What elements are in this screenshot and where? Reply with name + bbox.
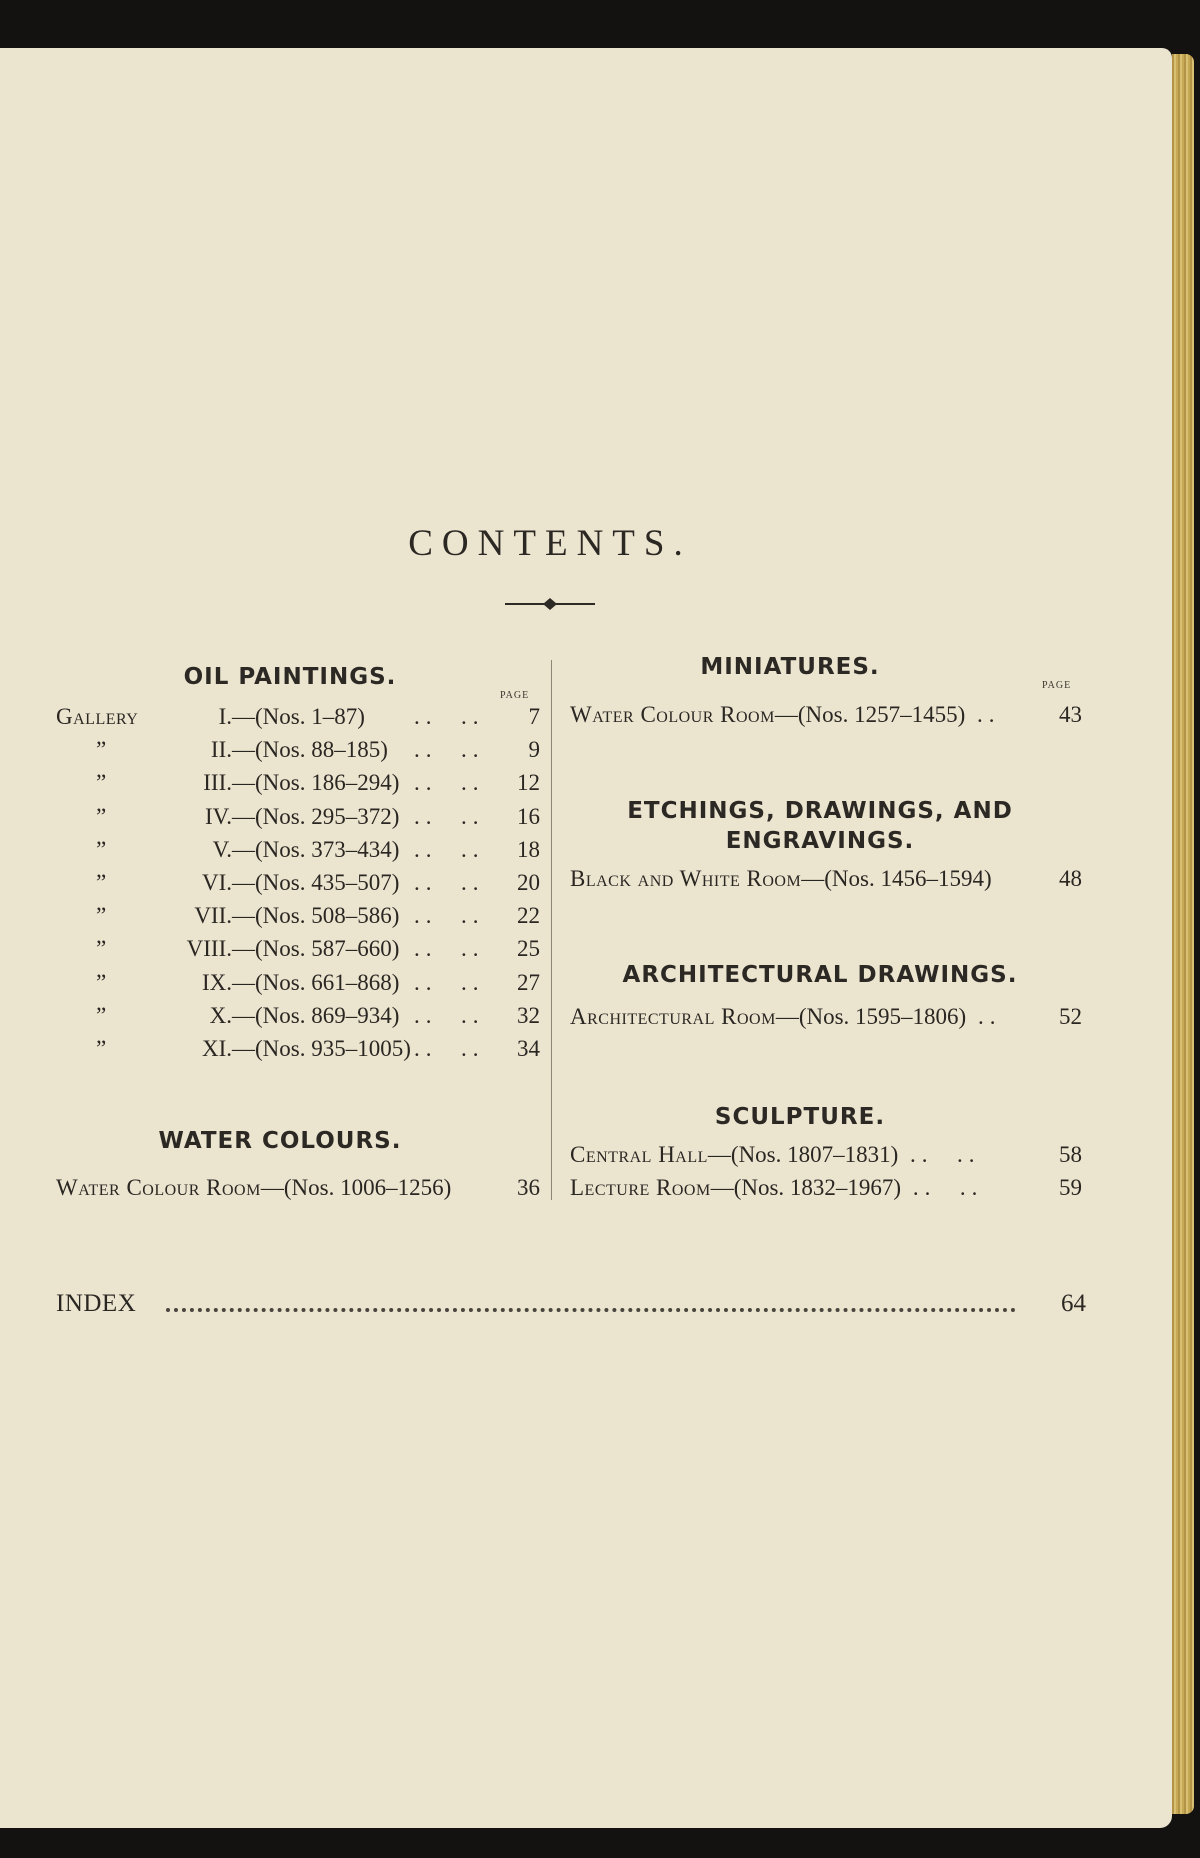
page-number: 48 bbox=[1059, 866, 1082, 891]
gallery-numeral: I. bbox=[218, 704, 232, 729]
gallery-entry: Gallery I. —(Nos. 1–87) .. .. 7 bbox=[56, 704, 540, 729]
page-number: 16 bbox=[517, 803, 540, 829]
gallery-numeral: IV. bbox=[204, 803, 232, 829]
number-range: —(Nos. 1–87) bbox=[232, 704, 365, 729]
page-number: 59 bbox=[1059, 1175, 1082, 1200]
gallery-numeral: III. bbox=[203, 770, 232, 796]
architectural-entry: Architectural Room —(Nos. 1595–1806) .. 52 bbox=[570, 1004, 1082, 1029]
number-range: —(Nos. 1595–1806) bbox=[775, 1004, 967, 1029]
ditto-mark: ” bbox=[96, 836, 107, 862]
number-range: —(Nos. 295–372) bbox=[232, 803, 400, 829]
gallery-numeral: VII. bbox=[194, 903, 232, 929]
number-range: —(Nos. 88–185) bbox=[232, 737, 388, 763]
ditto-mark: ” bbox=[96, 803, 107, 829]
gallery-numeral: IX. bbox=[201, 969, 232, 995]
column-divider bbox=[551, 660, 552, 1200]
page-number: 32 bbox=[517, 1002, 540, 1028]
miniatures-heading: MINIATURES. bbox=[700, 654, 880, 680]
gallery-numeral: VIII. bbox=[186, 936, 232, 962]
room-name: Architectural Room bbox=[570, 1004, 776, 1029]
ditto-mark: ” bbox=[96, 969, 107, 995]
gallery-entry: ” XI. —(Nos. 935–1005) .. .. 34 bbox=[56, 1036, 540, 1062]
architectural-heading: ARCHITECTURAL DRAWINGS. bbox=[622, 962, 1018, 988]
page-number: 27 bbox=[517, 969, 540, 995]
room-name: Central Hall bbox=[570, 1142, 708, 1167]
etchings-entry bbox=[570, 866, 1082, 892]
number-range: —(Nos. 435–507) bbox=[232, 870, 400, 895]
index-entry bbox=[56, 1290, 1086, 1318]
number-range: —(Nos. 1456–1594) bbox=[801, 866, 992, 891]
oil-paintings-heading: OIL PAINTINGS. bbox=[183, 664, 397, 690]
room-name: Lecture Room bbox=[570, 1175, 711, 1200]
page-number: 36 bbox=[517, 1175, 540, 1200]
number-range: —(Nos. 869–934) bbox=[232, 1002, 400, 1028]
water-colours-heading: WATER COLOURS. bbox=[158, 1128, 402, 1154]
ornament-divider bbox=[505, 596, 595, 612]
sculpture-entry: Central Hall —(Nos. 1807–1831) .. .. 58 bbox=[570, 1142, 1082, 1167]
ditto-mark: ” bbox=[96, 1002, 107, 1028]
page-number: 12 bbox=[517, 770, 540, 796]
etchings-heading-line2: ENGRAVINGS. bbox=[725, 828, 915, 854]
index-label: INDEX bbox=[56, 1290, 137, 1317]
page-number: 18 bbox=[517, 836, 540, 862]
gallery-label: Gallery bbox=[56, 704, 139, 729]
number-range: —(Nos. 1006–1256) bbox=[260, 1175, 452, 1200]
gallery-entry: ” III. —(Nos. 186–294) .. .. 12 bbox=[56, 770, 540, 796]
index-page-number: 64 bbox=[1061, 1290, 1086, 1317]
gallery-entry: ” IV. —(Nos. 295–372) .. .. 16 bbox=[56, 804, 540, 830]
page-number: 25 bbox=[517, 936, 540, 962]
room-name: Water Colour Room bbox=[570, 702, 775, 727]
gallery-entry: ” X. —(Nos. 869–934) .. .. 32 bbox=[56, 1003, 540, 1029]
number-range: —(Nos. 661–868) bbox=[232, 969, 400, 995]
gallery-entry: ” VI. —(Nos. 435–507) .. .. 20 bbox=[56, 870, 540, 896]
gallery-entry: ” VII. —(Nos. 508–586) .. .. 22 bbox=[56, 903, 540, 929]
gallery-numeral: XI. bbox=[201, 1036, 232, 1061]
dot-leader bbox=[166, 1308, 1016, 1312]
page-edge bbox=[1172, 54, 1194, 1814]
gallery-entry: ” IX. —(Nos. 661–868) .. .. 27 bbox=[56, 970, 540, 996]
ditto-mark: ” bbox=[96, 936, 107, 962]
page-title: CONTENTS. bbox=[408, 523, 692, 564]
miniatures-entry: Water Colour Room —(Nos. 1257–1455) .. 43 bbox=[570, 702, 1082, 727]
room-name: Water Colour Room bbox=[56, 1175, 261, 1200]
etchings-heading bbox=[590, 796, 1050, 856]
number-range: —(Nos. 587–660) bbox=[232, 936, 400, 962]
gallery-entry: ” V. —(Nos. 373–434) .. .. 18 bbox=[56, 837, 540, 863]
water-colours-entry bbox=[56, 1175, 540, 1201]
page-number: 20 bbox=[517, 870, 540, 895]
gallery-entry: ” II. —(Nos. 88–185) .. .. 9 bbox=[56, 737, 540, 763]
sculpture-entry: Lecture Room —(Nos. 1832–1967) .. .. 59 bbox=[570, 1175, 1082, 1200]
page-number: 34 bbox=[517, 1036, 540, 1061]
gallery-entry: ” VIII. —(Nos. 587–660) .. .. 25 bbox=[56, 936, 540, 962]
page-number: 9 bbox=[528, 737, 540, 763]
page-number: 22 bbox=[517, 903, 540, 929]
gallery-numeral: II. bbox=[210, 737, 232, 763]
page-number: 58 bbox=[1059, 1142, 1082, 1167]
ditto-mark: ” bbox=[96, 1036, 107, 1061]
sculpture-heading: SCULPTURE. bbox=[714, 1104, 886, 1130]
gallery-numeral: VI. bbox=[201, 870, 232, 895]
ditto-mark: ” bbox=[96, 903, 107, 929]
number-range: —(Nos. 1832–1967) bbox=[710, 1175, 902, 1200]
page-column-label-right: PAGE bbox=[1042, 680, 1072, 691]
number-range: —(Nos. 1807–1831) bbox=[707, 1142, 899, 1167]
ditto-mark: ” bbox=[96, 870, 107, 895]
room-name: Black and White Room bbox=[570, 866, 802, 891]
etchings-heading-line1: ETCHINGS, DRAWINGS, AND bbox=[627, 798, 1013, 824]
number-range: —(Nos. 186–294) bbox=[232, 770, 400, 796]
page-number: 52 bbox=[1059, 1004, 1082, 1029]
page-column-label: PAGE bbox=[500, 690, 530, 701]
number-range: —(Nos. 935–1005) bbox=[232, 1036, 411, 1061]
number-range: —(Nos. 373–434) bbox=[232, 836, 400, 862]
gallery-numeral: V. bbox=[212, 836, 232, 862]
number-range: —(Nos. 508–586) bbox=[232, 903, 400, 929]
page-number: 43 bbox=[1059, 702, 1082, 727]
number-range: —(Nos. 1257–1455) bbox=[774, 702, 966, 727]
gallery-numeral: X. bbox=[209, 1002, 232, 1028]
ditto-mark: ” bbox=[96, 770, 107, 796]
page-number: 7 bbox=[528, 704, 540, 729]
ditto-mark: ” bbox=[96, 737, 107, 763]
